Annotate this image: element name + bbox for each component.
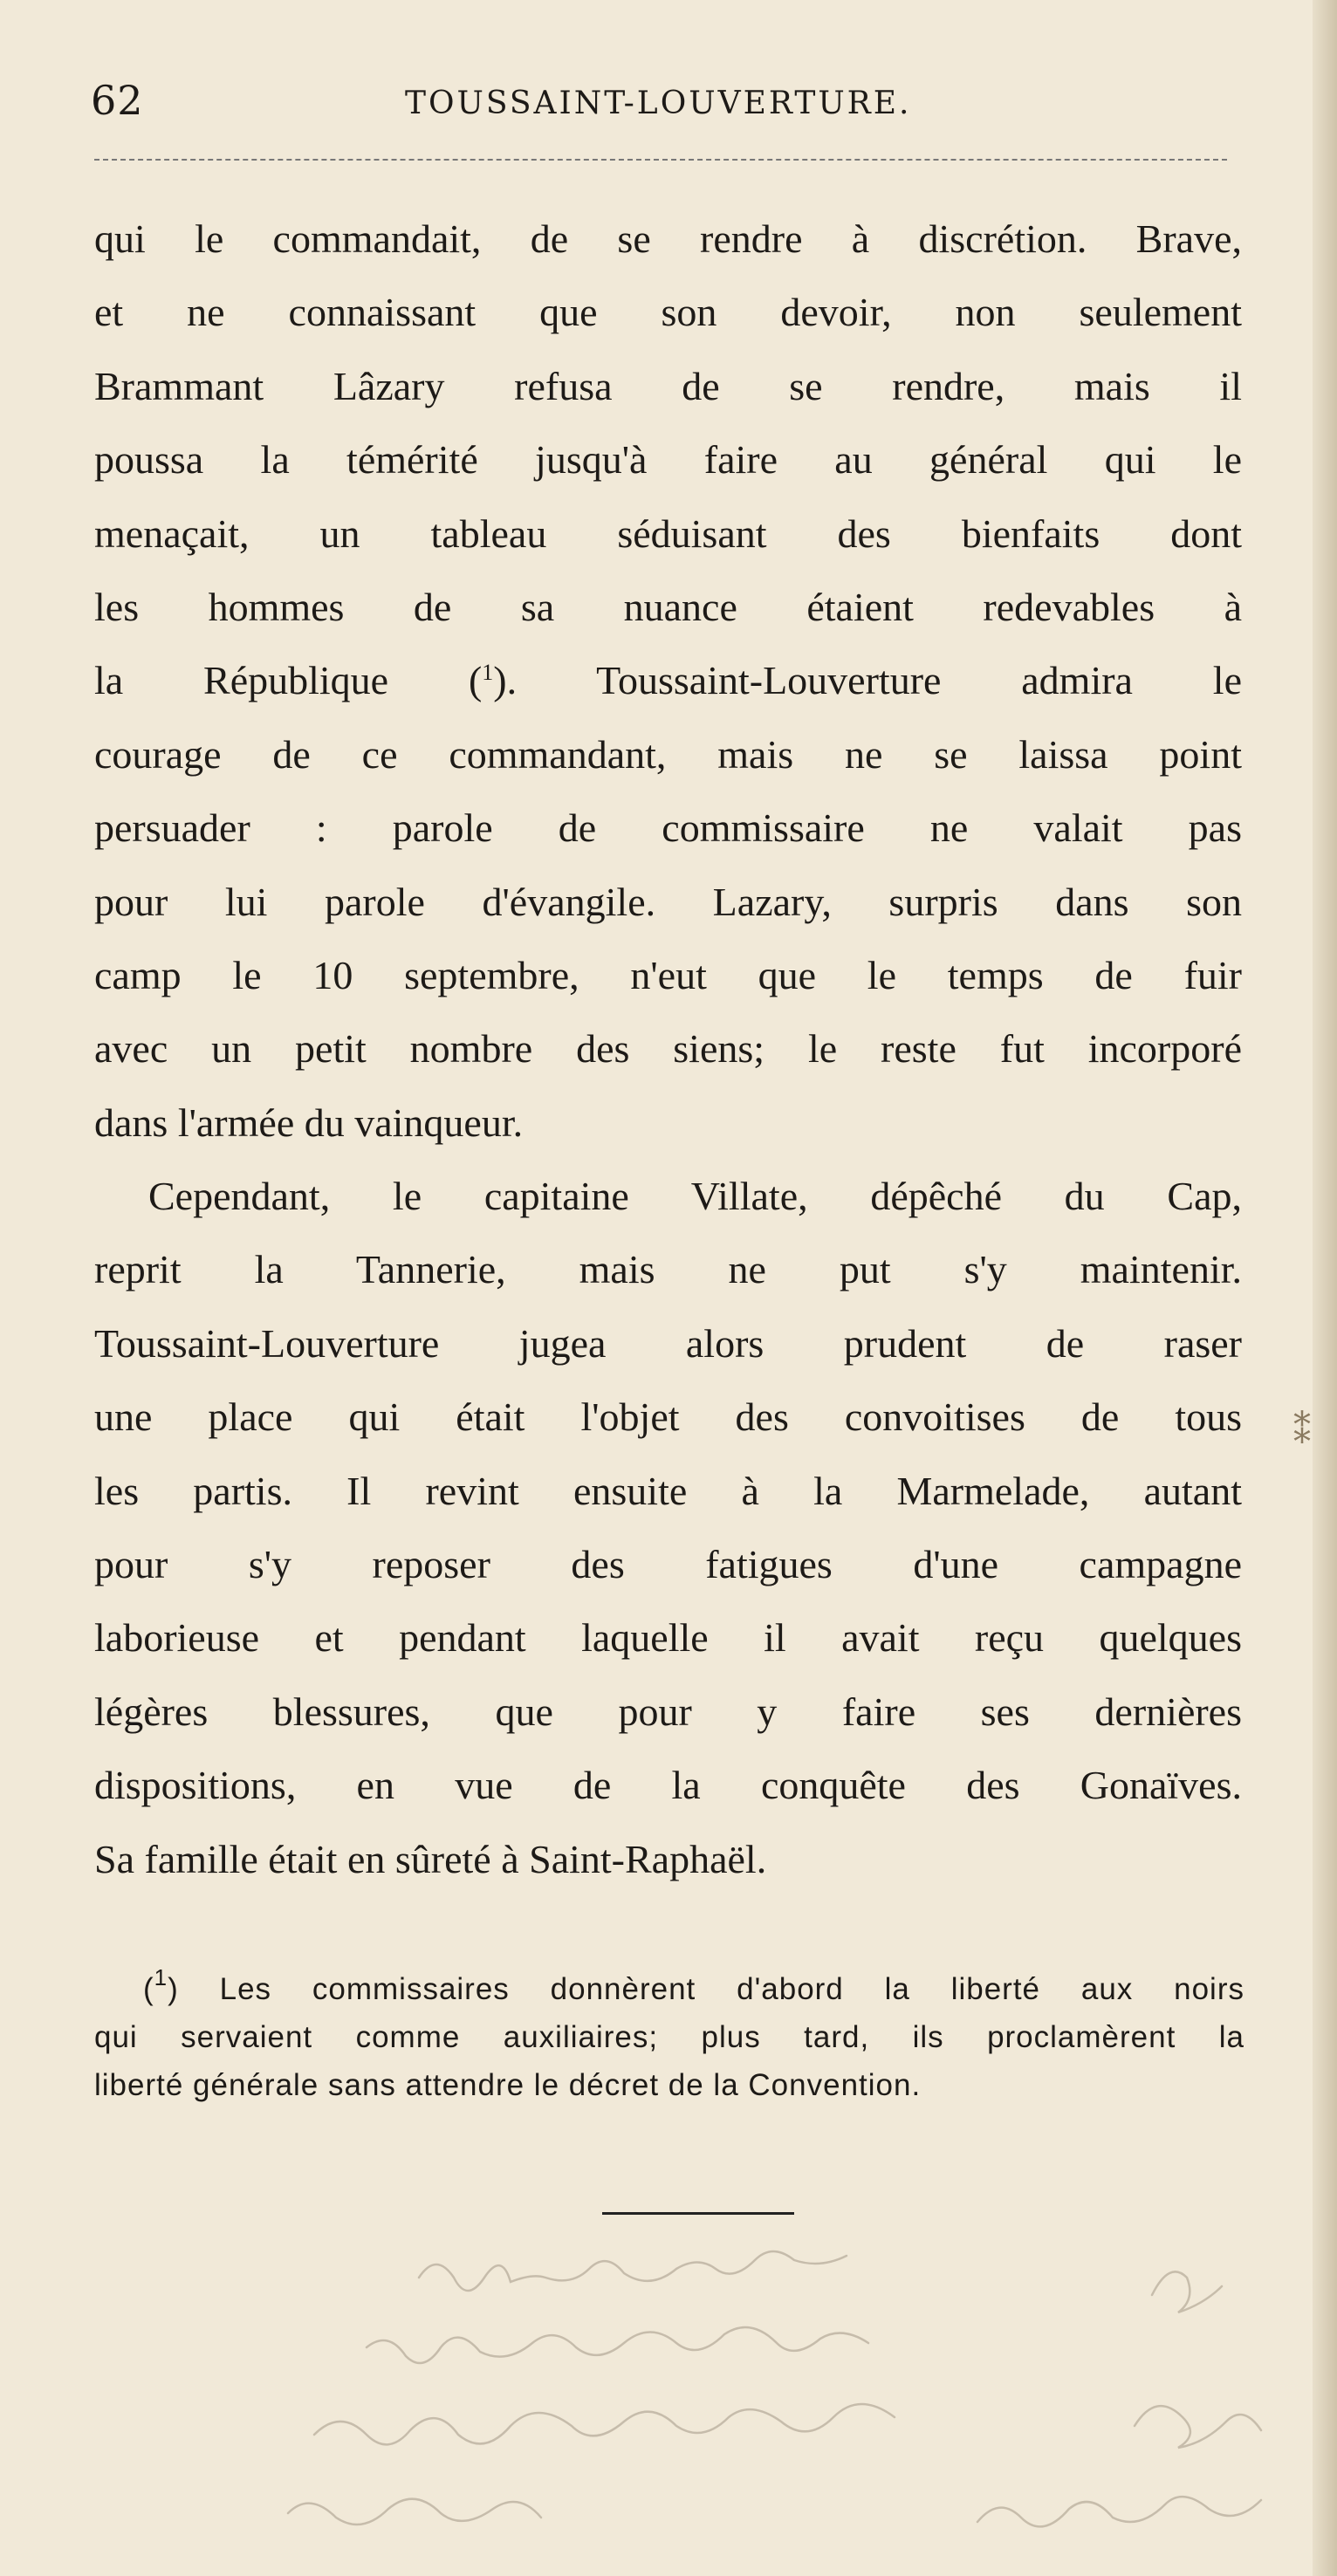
text-line: Brammant Lâzary refusa de se rendre, mais il <box>94 363 1242 408</box>
end-divider <box>602 2212 794 2215</box>
text-line: légères blessures, que pour y faire ses dernières <box>94 1689 1242 1734</box>
text-line: poussa la témérité jusqu'à faire au général qui le <box>94 437 1242 483</box>
text-line: dans l'armée du vainqueur. <box>94 1100 524 1145</box>
footnote-text: Les commissaires donnèrent d'abord la liberté aux noirs <box>178 1972 1244 2006</box>
text-line: Toussaint-Louverture jugea alors prudent de raser <box>94 1320 1242 1366</box>
text-line: avec un petit nombre des siens; le reste fut incorporé <box>94 1026 1242 1072</box>
text-line: persuader : parole de commissaire ne valait pas <box>94 805 1242 851</box>
running-title: TOUSSAINT-LOUVERTURE. <box>405 86 912 121</box>
text-line: laborieuse et pendant laquelle il avait reçu quelques <box>94 1615 1242 1661</box>
footnote-ref-open: ( <box>468 658 483 703</box>
footnote-marker-open: ( <box>143 1972 154 2006</box>
footnote-ref-number: 1 <box>482 660 494 686</box>
header-divider <box>94 159 1227 161</box>
text-segment: la République <box>94 658 389 703</box>
footnote-ref-close: ). <box>493 658 518 703</box>
pencil-handwriting-scribble <box>262 2234 1335 2574</box>
text-line: pour s'y reposer des fatigues d'une campagne <box>94 1542 1242 1587</box>
margin-ink-mark: ⁑ <box>1293 1412 1311 1452</box>
paragraph-start-line: Cependant, le capitaine Villate, dépêché du Cap, <box>148 1174 1242 1219</box>
footnote-marker-number: 1 <box>154 1964 168 1990</box>
page-spine-shadow <box>1313 0 1337 2576</box>
footnote-marker-close: ) <box>168 1972 179 2006</box>
main-text <box>94 202 1242 1896</box>
footnote <box>94 1965 1244 2109</box>
footnote-line <box>94 1965 1244 2013</box>
footnote-line: qui servaient comme auxiliaires; plus tard, ils proclamèrent la <box>94 2020 1244 2054</box>
text-line: qui le commandait, de se rendre à discrétion. Brave, <box>94 216 1242 261</box>
text-line: dispositions, en vue de la conquête des Gonaïves. <box>94 1763 1242 1808</box>
text-line: menaçait, un tableau séduisant des bienfaits dont <box>94 510 1242 556</box>
text-line: et ne connaissant que son devoir, non seulement <box>94 290 1242 335</box>
text-line: les hommes de sa nuance étaient redevables à <box>94 584 1242 629</box>
page-number: 62 <box>91 77 144 124</box>
text-line: courage de ce commandant, mais ne se laissa point <box>94 731 1242 777</box>
text-line: camp le 10 septembre, n'eut que le temps de fuir <box>94 952 1242 997</box>
text-line: pour lui parole d'évangile. Lazary, surpris dans son <box>94 879 1242 924</box>
text-line-with-footnote-ref <box>94 644 1242 717</box>
text-line: reprit la Tannerie, mais ne put s'y maintenir. <box>94 1247 1242 1292</box>
text-segment: Toussaint-Louverture admira le <box>517 658 1242 703</box>
footnote-line: liberté générale sans attendre le décret de la Convention. <box>94 2068 922 2102</box>
text-line: Sa famille était en sûreté à Saint-Raphaël. <box>94 1836 767 1881</box>
text-line: les partis. Il revint ensuite à la Marmelade, autant <box>94 1468 1242 1513</box>
text-line: une place qui était l'objet des convoitises de tous <box>94 1394 1242 1440</box>
